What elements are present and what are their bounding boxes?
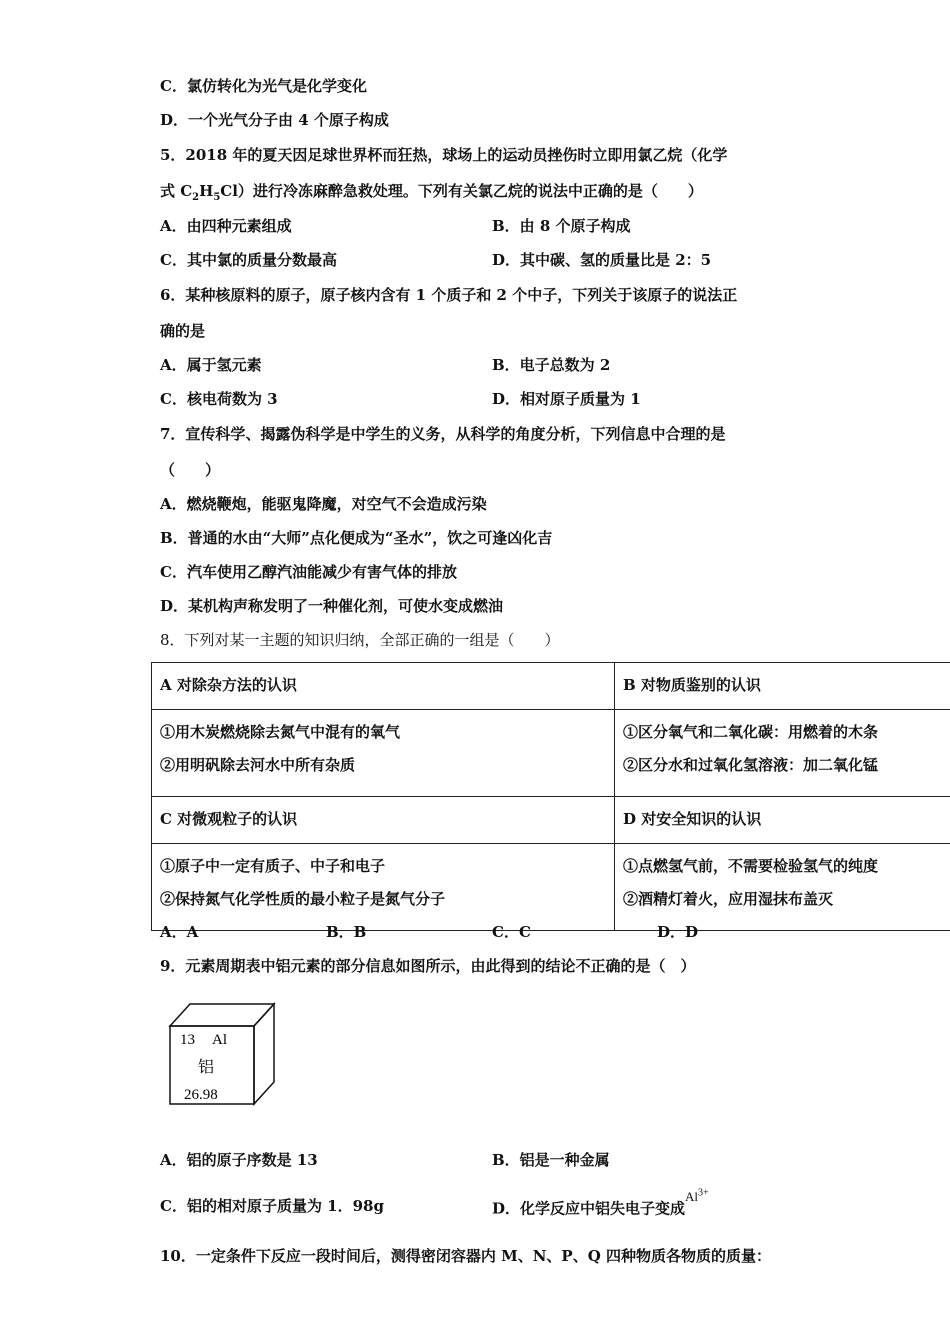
q8-option-d: D．D xyxy=(657,923,699,941)
q8-option-c: C．C xyxy=(492,923,531,941)
q6-stem-line-2: 确的是 xyxy=(160,322,206,340)
q8-b-item-2: ②区分水和过氧化氢溶液：加二氧化锰 xyxy=(623,756,879,774)
q5-formula-sub-2: 5 xyxy=(213,192,221,203)
q8-cell-b-body xyxy=(615,710,950,797)
q8-d-item-1: ①点燃氢气前，不需要检验氢气的纯度 xyxy=(623,857,879,875)
q8-cell-a-head: A 对除杂方法的认识 xyxy=(152,663,615,710)
element-atomic-number: 13 xyxy=(180,1032,195,1048)
q8-d-item-2: ②酒精灯着火，应用湿抹布盖灭 xyxy=(623,890,834,908)
q8-option-b: B．B xyxy=(326,923,367,941)
q8-b-item-1: ①区分氧气和二氧化碳：用燃着的木条 xyxy=(623,723,879,741)
q8-table-body-row-2 xyxy=(152,844,950,931)
q5-option-a: A．由四种元素组成 xyxy=(160,217,292,235)
q7-stem-line-1: 7．宣传科学、揭露伪科学是中学生的义务，从科学的角度分析，下列信息中合理的是 xyxy=(160,425,726,443)
q9-option-c: C．铝的相对原子质量为 1．98g xyxy=(160,1197,384,1215)
q6-option-a: A．属于氢元素 xyxy=(160,356,262,374)
q9-option-b: B．铝是一种金属 xyxy=(492,1151,610,1169)
aluminum-ion-symbol: Al xyxy=(685,1189,699,1205)
q5-option-c: C．其中氯的质量分数最高 xyxy=(160,251,337,269)
q7-option-b: B．普通的水由“大师”点化便成为“圣水”，饮之可逢凶化吉 xyxy=(160,529,553,547)
element-atomic-mass: 26.98 xyxy=(184,1087,218,1103)
element-name: 铝 xyxy=(198,1057,215,1076)
q9-option-d xyxy=(492,1188,709,1219)
q10-stem: 10．一定条件下反应一段时间后，测得密闭容器内 M、N、P、Q 四种物质各物质的质量： xyxy=(160,1247,771,1265)
q8-stem: 8．下列对某一主题的知识归纳，全部正确的一组是（ ） xyxy=(160,631,560,649)
aluminum-ion xyxy=(685,1189,709,1204)
q5-option-d: D．其中碳、氢的质量比是 2：5 xyxy=(492,251,712,269)
q8-knowledge-table xyxy=(151,662,950,931)
q8-cell-b-head: B 对物质鉴别的认识 xyxy=(615,663,950,710)
q8-table-header-row-2 xyxy=(152,797,950,844)
q8-cell-d-head: D 对安全知识的认识 xyxy=(615,797,950,844)
q7-option-c: C．汽车使用乙醇汽油能减少有害气体的排放 xyxy=(160,563,457,581)
q8-cell-d-body xyxy=(615,844,950,931)
q8-a-item-1: ①用木炭燃烧除去氮气中混有的氧气 xyxy=(160,723,401,741)
q7-option-a: A．燃烧鞭炮，能驱鬼降魔，对空气不会造成污染 xyxy=(160,495,487,513)
q5-option-b: B．由 8 个原子构成 xyxy=(492,217,631,235)
q8-cell-c-head: C 对微观粒子的认识 xyxy=(152,797,615,844)
q7-stem-line-2: （ ） xyxy=(160,461,221,479)
q8-a-item-2: ②用明矾除去河水中所有杂质 xyxy=(160,756,356,774)
q8-cell-c-body xyxy=(152,844,615,931)
q4-option-d: D．一个光气分子由 4 个原子构成 xyxy=(160,111,389,129)
aluminum-element-cell-figure xyxy=(168,1002,280,1110)
q5-stem-line-2 xyxy=(160,181,703,208)
q8-table-body-row-1 xyxy=(152,710,950,797)
q5-stem-formula-pre: 式 C xyxy=(160,182,193,200)
cube-top-face xyxy=(170,1004,274,1026)
q8-option-a: A．A xyxy=(160,923,199,941)
q9-option-a: A．铝的原子序数是 13 xyxy=(160,1151,318,1169)
q9-stem: 9．元素周期表中铝元素的部分信息如图所示，由此得到的结论不正确的是（ ） xyxy=(160,957,696,975)
q8-cell-a-body xyxy=(152,710,615,797)
q6-option-c: C．核电荷数为 3 xyxy=(160,390,278,408)
q9-option-d-text: D．化学反应中铝失电子变成 xyxy=(492,1199,686,1218)
cube-side-face xyxy=(254,1004,274,1104)
q6-stem-line-1: 6．某种核原料的原子，原子核内含有 1 个质子和 2 个中子，下列关于该原子的说法正 xyxy=(160,286,738,304)
q4-option-c: C．氯仿转化为光气是化学变化 xyxy=(160,77,367,95)
q8-table-header-row-1 xyxy=(152,663,950,710)
q5-stem-formula-post: Cl）进行冷冻麻醉急救处理。下列有关氯乙烷的说法中正确的是（ ） xyxy=(220,182,703,200)
q7-option-d: D．某机构声称发明了一种催化剂，可使水变成燃油 xyxy=(160,597,504,615)
q6-option-d: D．相对原子质量为 1 xyxy=(492,390,641,408)
q6-option-b: B．电子总数为 2 xyxy=(492,356,611,374)
q8-c-item-2: ②保持氮气化学性质的最小粒子是氮气分子 xyxy=(160,890,446,908)
aluminum-ion-charge: 3+ xyxy=(698,1188,709,1199)
q5-stem-line-1: 5．2018 年的夏天因足球世界杯而狂热，球场上的运动员挫伤时立即用氯乙烷（化学 xyxy=(160,146,728,164)
q5-formula-h: H xyxy=(199,182,214,200)
q5-formula-sub-1: 2 xyxy=(192,192,200,203)
q8-c-item-1: ①原子中一定有质子、中子和电子 xyxy=(160,857,386,875)
element-symbol: Al xyxy=(212,1032,227,1048)
